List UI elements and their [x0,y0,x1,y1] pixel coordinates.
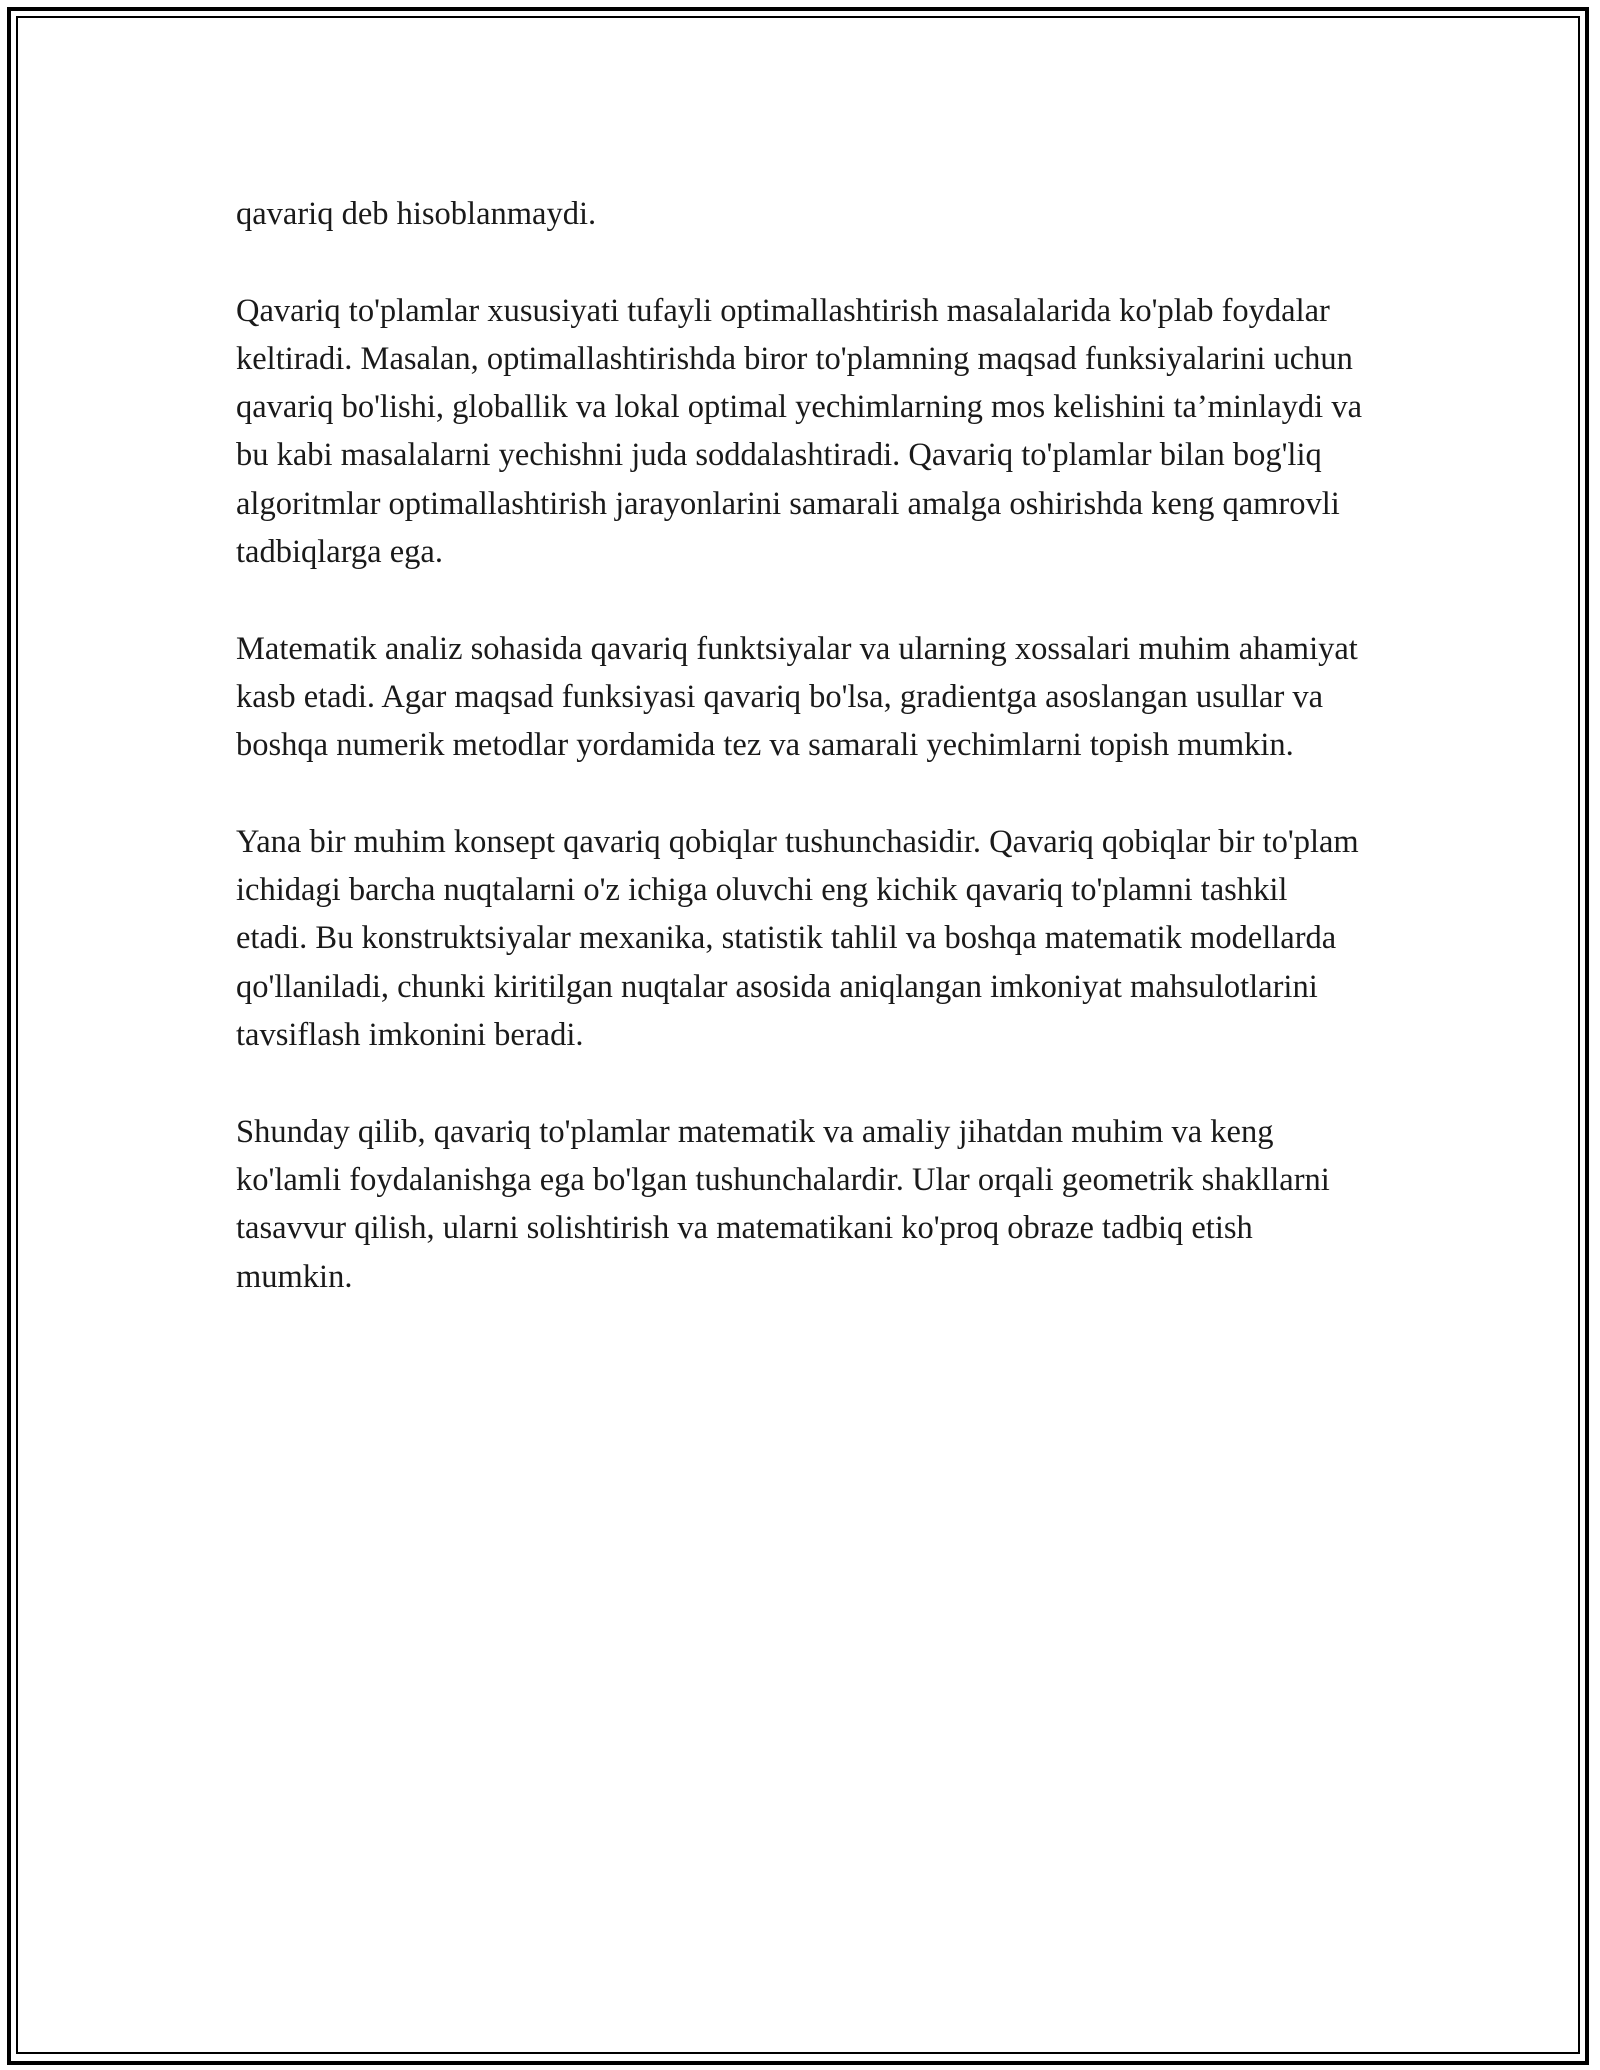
paragraph-2: Qavariq to'plamlar xususiyati tufayli optimallashtirish masalalarida ko'plab foydalar keltiradi. Masalan, optimallashtirishda biror to'plamning maqsad funksiyalarini uchun qavariq bo'lishi, globallik va lokal optimal yechimlarning mos kelishini ta’minlaydi va bu kabi masalalarni yechishni juda soddalashtiradi. Qavariq to'plamlar bilan bog'liq algoritmlar optimallashtirish jarayonlarini samarali amalga oshirishda keng qamrovli tadbiqlarga ega. [236,292,1362,571]
document-body [236,190,1366,1349]
paragraph-4: Yana bir muhim konsept qavariq qobiqlar tushunchasidir. Qavariq qobiqlar bir to'plam ichidagi barcha nuqtalarni o'z ichiga oluvchi eng kichik qavariq to'plamni tashkil etadi. Bu konstruktsiyalar mexanika, statistik tahlil va boshqa matematik modellarda qo'llaniladi, chunki kiritilgan nuqtalar asosida aniqlangan imkoniyat mahsulotlarini tavsiflash imkonini beradi. [236,823,1359,1054]
paragraph-5: Shunday qilib, qavariq to'plamlar matematik va amaliy jihatdan muhim va keng ko'lamli foydalanishga ega bo'lgan tushunchalardir. Ular orqali geometrik shakllarni tasavvur qilish, ularni solishtirish va matematikani ko'proq obraze tadbiq etish mumkin. [236,1113,1330,1295]
paragraph-1: qavariq deb hisoblanmaydi. [236,196,597,232]
paragraph-3: Matematik analiz sohasida qavariq funktsiyalar va ularning xossalari muhim ahamiyat kasb etadi. Agar maqsad funksiyasi qavariq bo'lsa, gradientga asoslangan usullar va boshqa numerik metodlar yordamida tez va samarali yechimlarni topish mumkin. [236,630,1358,764]
